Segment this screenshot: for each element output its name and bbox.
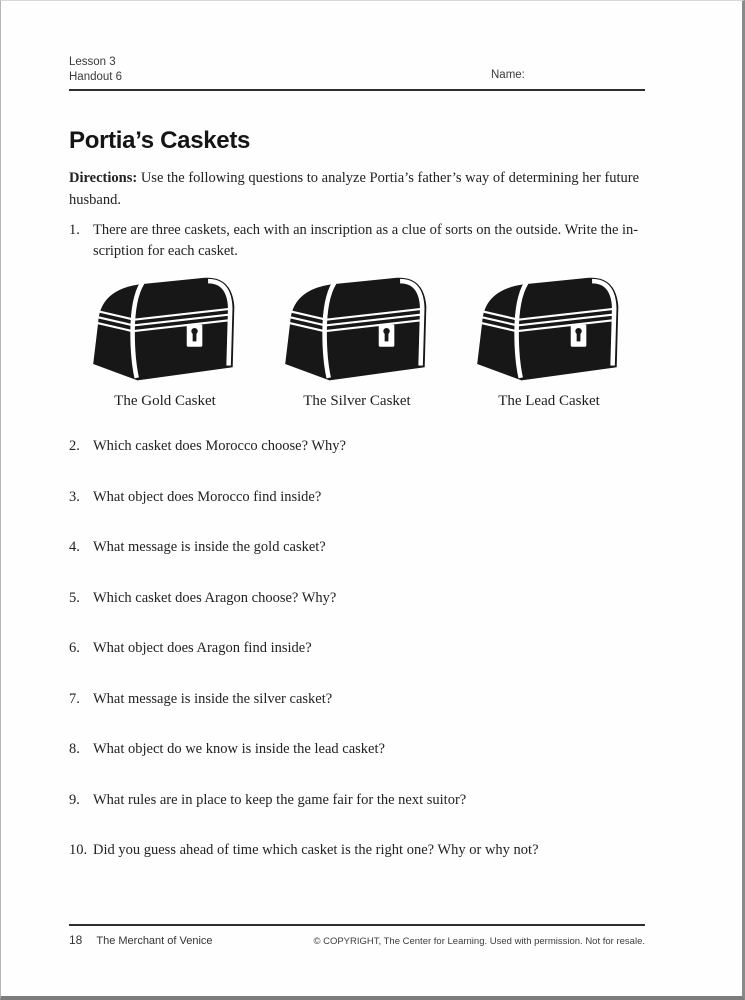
page-header (69, 1, 645, 85)
directions-label: Directions: (69, 170, 138, 186)
question-text: Which casket does Aragon choose? Why? (93, 589, 337, 606)
casket-figure-gold (69, 272, 261, 410)
question-number: 3. (69, 488, 80, 505)
casket-caption: The Gold Casket (114, 393, 216, 409)
page-footer (69, 920, 645, 947)
question-number: 10. (69, 842, 88, 858)
question-text: What rules are in place to keep the game fair for the next suitor? (93, 791, 467, 808)
handout-label: Handout 6 (69, 71, 123, 83)
question-list (69, 436, 645, 861)
casket-figure-lead (453, 272, 645, 410)
footer-rule (69, 924, 645, 926)
directions-line2: husband. (69, 192, 121, 208)
caskets-row (69, 272, 645, 410)
treasure-chest-icon (85, 272, 245, 387)
casket-figure-silver (261, 272, 453, 410)
question-text: What message is inside the silver casket? (93, 690, 333, 707)
question-text: What object do we know is inside the lead casket? (93, 741, 385, 757)
page-title: Portia’s Caskets (69, 127, 251, 154)
page-number: 18 (69, 933, 83, 947)
question-number: 5. (69, 589, 80, 606)
question-item-1 (69, 220, 645, 262)
header-rule (69, 89, 645, 91)
casket-caption: The Lead Casket (498, 393, 600, 409)
book-title: The Merchant of Venice (96, 935, 213, 947)
question-text: Did you guess ahead of time which casket is the right one? Why or why not? (93, 842, 539, 858)
question-item-7 (69, 689, 645, 710)
directions (69, 167, 645, 211)
question-number: 7. (69, 690, 80, 707)
copyright-text: © COPYRIGHT, The Center for Learning. Used with permission. Not for resale. (313, 936, 645, 947)
casket-caption: The Silver Casket (303, 393, 411, 409)
directions-line1: Use the following questions to analyze Portia’s father’s way of determining her future (140, 170, 640, 186)
question-item-5 (69, 588, 645, 609)
lesson-label: Lesson 3 (69, 56, 116, 68)
treasure-chest-icon (469, 272, 629, 387)
question-number: 6. (69, 640, 80, 656)
question-item-8 (69, 739, 645, 760)
question-item-9 (69, 790, 645, 811)
question-number: 8. (69, 741, 80, 757)
question-item-10 (69, 840, 645, 861)
question-text: What object does Aragon find inside? (93, 640, 312, 656)
question-item-3 (69, 487, 645, 508)
name-label: Name: (491, 69, 525, 81)
question-text: Which casket does Morocco choose? Why? (93, 438, 346, 454)
question-number: 2. (69, 438, 80, 454)
question-item-6 (69, 638, 645, 659)
treasure-chest-icon (277, 272, 437, 387)
question-text: What object does Morocco find inside? (93, 488, 322, 505)
question-number: 4. (69, 539, 80, 555)
question-item-2 (69, 436, 645, 457)
question-text: What message is inside the gold casket? (93, 539, 326, 555)
question-text: There are three caskets, each with an inscription as a clue of sorts on the outside. Write the in- scription for each casket. (93, 222, 639, 259)
question-item-4 (69, 537, 645, 558)
question-number: 9. (69, 791, 80, 808)
question-number: 1. (69, 222, 80, 238)
